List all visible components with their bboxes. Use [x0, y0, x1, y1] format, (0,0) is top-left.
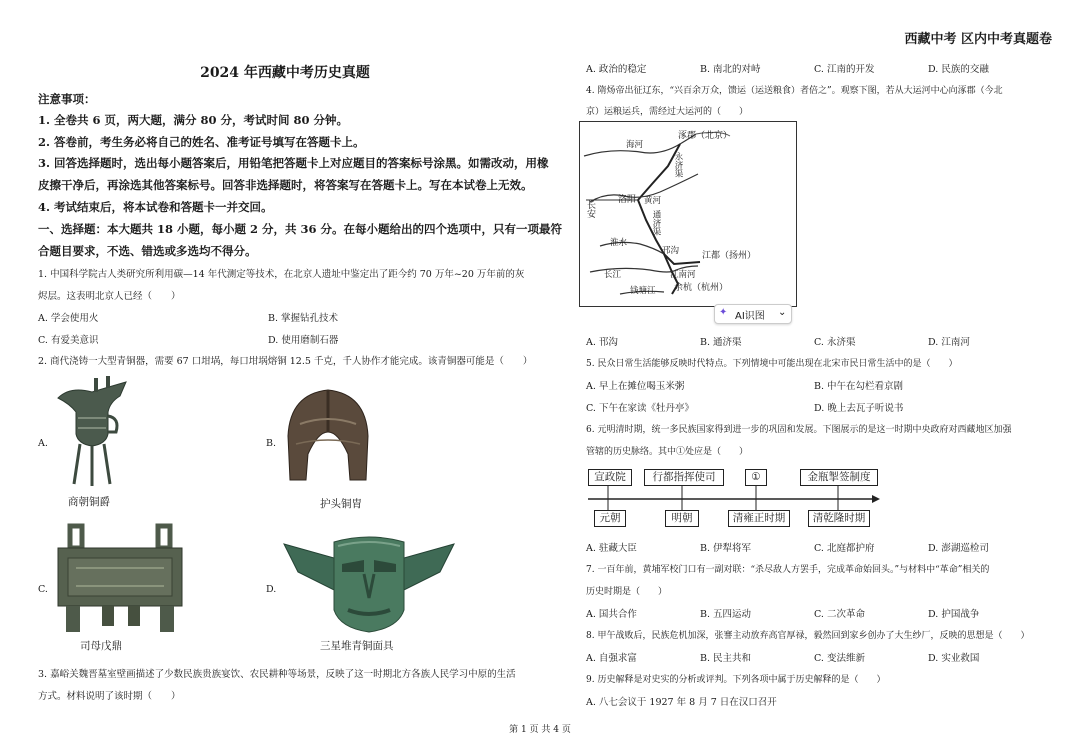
notice-heading: 注意事项：	[38, 92, 96, 106]
question-8-option-a: A. 自强求富	[586, 653, 637, 664]
question-7-option-c: C. 二次革命	[814, 609, 865, 620]
question-7-stem: 历史时期是（ ）	[586, 587, 668, 597]
question-9-stem: 9. 历史解释是对史实的分析或评判。下列各项中属于历史解释的是（ ）	[586, 675, 886, 685]
question-3-option-c: C. 江南的开发	[814, 64, 875, 75]
bronze-jue-image	[50, 372, 134, 490]
map-label-zhuojun: 涿郡（北京）	[678, 131, 733, 141]
question-5-option-a: A. 早上在摊位喝玉米粥	[586, 381, 685, 392]
ai-button-label: AI识图	[735, 311, 765, 322]
map-label-qiantang: 钱塘江	[630, 286, 656, 296]
notice-line: 4. 考试结束后，将本试卷和答题卡一并交回。	[38, 200, 273, 214]
map-label-luoyang: 洛阳	[618, 195, 637, 205]
map-label-tongji: 通济渠	[651, 210, 661, 236]
question-7-option-b: B. 五四运动	[700, 609, 752, 620]
question-7-option-a: A. 国共合作	[586, 609, 637, 620]
question-2-label-a: A.	[38, 438, 48, 449]
question-8-option-d: D. 实业救国	[928, 653, 980, 664]
question-3-stem: 3. 嘉峪关魏晋墓室壁画描述了少数民族贵族宴饮、农民耕种等场景，反映了这一时期北方各族人民学习中原的生活	[38, 669, 516, 680]
question-6-stem: 管辖的历史脉络。其中①处应是（ ）	[586, 447, 749, 457]
question-4-option-b: B. 通济渠	[700, 337, 742, 348]
section-heading: 合题目要求，不选、错选或多选均不得分。	[38, 244, 257, 258]
question-3-stem: 方式。材料说明了该时期（ ）	[38, 691, 181, 702]
question-1-option-c: C. 有爱美意识	[38, 335, 99, 346]
map-label-yuhang: 余杭（杭州）	[674, 283, 729, 293]
question-3-option-b: B. 南北的对峙	[700, 64, 761, 75]
bronze-helmet-image	[280, 384, 376, 490]
question-4-stem: 4. 隋炀帝出征辽东，“兴百余万众，馈运（运送粮食）者倍之”。观察下图，若从大运河中心向涿郡（今北	[586, 86, 1003, 96]
simuwu-ding-image	[52, 522, 188, 634]
question-9-option-a: A. 八七会议于 1927 年 8 月 7 日在汉口召开	[586, 697, 777, 708]
question-1-option-b: B. 掌握钻孔技术	[268, 313, 339, 324]
notice-line: 1. 全卷共 6 页，两大题，满分 80 分，考试时间 80 分钟。	[38, 113, 349, 127]
map-label-huanghe: 黄河	[644, 196, 662, 206]
question-8-stem: 8. 甲午战败后，民族危机加深，张謇主动放弃高官厚禄，毅然回到家乡创办了大生纱厂，反映的思想是（ ）	[586, 631, 1030, 641]
question-6-option-d: D. 澎湖巡检司	[928, 543, 989, 554]
question-4-stem: 京）运粮运兵，需经过大运河的（ ）	[586, 107, 749, 117]
question-1-option-d: D. 使用磨制石器	[268, 335, 339, 346]
question-1-stem: 烬层。这表明北京人已经（ ）	[38, 291, 181, 302]
image-caption: 司母戊鼎	[80, 640, 122, 652]
image-caption: 护头铜胄	[320, 498, 362, 510]
timeline-top-jinpingqianzhidu: 金瓶掣签制度	[800, 469, 878, 486]
question-5-option-d: D. 晚上去瓦子听说书	[814, 403, 904, 414]
map-label-haihe: 海河	[626, 140, 644, 150]
question-8-option-b: B. 民主共和	[700, 653, 752, 664]
question-6-stem: 6. 元明清时期，统一多民族国家得到进一步的巩固和发展。下图展示的是这一时期中央政府对西藏地区加强	[586, 425, 1012, 435]
question-6-option-a: A. 驻藏大臣	[586, 543, 637, 554]
question-1-stem: 1. 中国科学院古人类研究所利用碳—14 年代测定等技术，在北京人遗址中鉴定出了距今约 70 万年~20 万年前的灰	[38, 269, 525, 280]
ai-image-recognition-button[interactable]	[714, 304, 792, 324]
question-2-label-c: C.	[38, 584, 48, 595]
question-3-option-a: A. 政治的稳定	[586, 64, 647, 75]
timeline-bottom-yongzheng: 清雍正时期	[728, 510, 790, 527]
question-4-option-a: A. 邗沟	[586, 337, 618, 348]
question-6-option-c: C. 北庭都护府	[814, 543, 875, 554]
map-label-jiangdu: 江都（扬州）	[702, 251, 757, 261]
question-5-stem: 5. 民众日常生活能够反映时代特点。下列情境中可能出现在北宋市民日常生活中的是（ ）	[586, 359, 958, 369]
page-title: 2024 年西藏中考历史真题	[200, 65, 370, 81]
question-7-stem: 7. 一百年前，黄埔军校门口有一副对联：“杀尽敌人方罢手，完成革命始回头。”与材料中“革命”相关的	[586, 565, 990, 575]
timeline-bottom-yuan: 元朝	[594, 510, 626, 527]
sanxingdui-mask-image	[280, 524, 458, 636]
section-heading: 一、选择题：本大题共 18 小题，每小题 2 分，共 36 分。在每小题给出的四个选项中，只有一项最符	[38, 222, 563, 236]
question-6-option-b: B. 伊犁将军	[700, 543, 752, 554]
question-2-stem: 2. 商代浇铸一大型青铜器，需要 67 口坩埚，每口坩埚熔铜 12.5 千克，千人协作才能完成。该青铜器可能是（ ）	[38, 356, 533, 367]
map-label-huaishui: 淮水	[610, 238, 628, 248]
map-label-jiangnanhe: 江南河	[670, 270, 696, 280]
timeline-bottom-qianlong: 清乾隆时期	[808, 510, 870, 527]
exam-series-title: 西藏中考 区内中考真题卷	[904, 32, 1052, 47]
question-5-option-b: B. 中午在勾栏看京剧	[814, 381, 904, 392]
question-2-label-d: D.	[266, 584, 277, 595]
timeline-top-xuanzhengyuan: 宣政院	[588, 469, 632, 486]
question-4-option-c: C. 永济渠	[814, 337, 856, 348]
chevron-down-icon: ⌄	[778, 307, 787, 318]
notice-line: 皮擦干净后，再涂选其他答案标号。回答非选择题时，将答案写在答题卡上。写在本试卷上无效。	[38, 178, 533, 192]
timeline-bottom-ming: 明朝	[665, 510, 699, 527]
grand-canal-map	[579, 121, 797, 307]
map-label-hangou: 邗沟	[662, 246, 680, 256]
question-7-option-d: D. 护国战争	[928, 609, 980, 620]
question-2-label-b: B.	[266, 438, 277, 449]
map-label-yongji: 永济渠	[673, 152, 683, 178]
image-caption: 三星堆青铜面具	[320, 640, 394, 652]
map-label-changjiang: 长江	[604, 270, 622, 280]
question-4-option-d: D. 江南河	[928, 337, 970, 348]
question-8-option-c: C. 变法维新	[814, 653, 865, 664]
ai-sparkle-icon: ✦	[719, 307, 728, 318]
question-1-option-a: A. 学会使用火	[38, 313, 99, 324]
notice-line: 2. 答卷前，考生务必将自己的姓名、准考证号填写在答题卡上。	[38, 135, 365, 149]
page-footer: 第 1 页 共 4 页	[509, 725, 571, 735]
question-5-option-c: C. 下午在家读《牡丹亭》	[586, 403, 694, 414]
timeline-top-xingduzhihuishisi: 行都指挥使司	[644, 469, 724, 486]
question-3-option-d: D. 民族的交融	[928, 64, 989, 75]
timeline-top-blank-1: ①	[745, 469, 767, 486]
image-caption: 商朝铜爵	[68, 496, 110, 508]
notice-line: 3. 回答选择题时，选出每小题答案后，用铅笔把答题卡上对应题目的答案标号涂黑。如需改动，用橡	[38, 156, 549, 170]
map-label-changan: 长安	[585, 200, 595, 218]
